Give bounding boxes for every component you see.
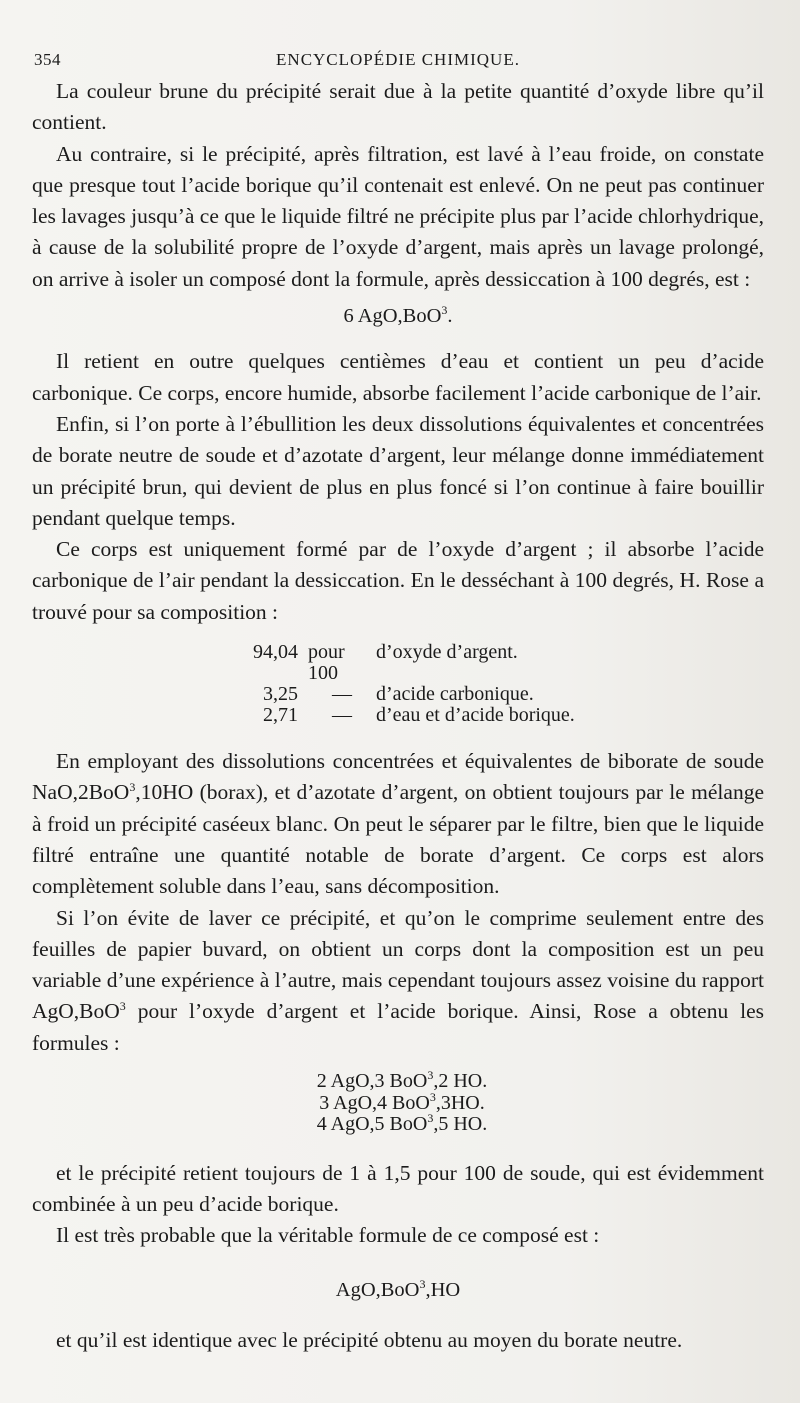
page-body	[32, 76, 764, 1356]
paragraph-8: et le précipité retient toujours de 1 à 1,5 pour 100 de soude, qui est évidemment combinée à un peu d’acide borique.	[32, 1160, 764, 1216]
formula-silver-borate	[32, 301, 764, 332]
formula-part: ,5 HO.	[433, 1113, 488, 1136]
rose-formula	[32, 1111, 764, 1136]
composition-unit: —	[332, 683, 352, 706]
superscript-3: 3	[119, 999, 126, 1014]
formula-part: ,3HO.	[435, 1091, 485, 1114]
paragraph-4: Enfin, si l’on porte à l’ébullition les deux dissolutions équivalentes et concentrées de borate neutre de soude et d’azotate d’argent, leur mélange donne immédiatement un précipité brun, qui devient de plus en plus foncé si l’on continue à faire bouillir pendant quelque temps.	[32, 411, 764, 530]
composition-row	[32, 642, 764, 684]
formula-part: ,HO	[425, 1279, 461, 1302]
paragraph-9: Il est très probable que la véritable formule de ce composé est :	[56, 1223, 600, 1248]
formula-part: 4 AgO,5 BoO	[316, 1113, 428, 1136]
composition-row	[32, 705, 764, 726]
formula-part: 2 AgO,3 BoO	[316, 1070, 428, 1093]
paragraph-6-part-a: En employant des dissolutions concentrées et équivalentes de biborate de soude NaO,2BoO	[32, 749, 764, 805]
formula-part: ,2 HO.	[433, 1070, 488, 1093]
composition-description: d’eau et d’acide borique.	[376, 704, 575, 727]
composition-unit: pour 100	[308, 641, 345, 685]
paragraph-6-part-b: ,10HO (borax), et d’azotate d’argent, on obtient toujours par le mélange à froid un précipité caséeux blanc. On peut le séparer par le filtre, bien que le liquide filtré entraîne une quantité notable de borate d’argent. Ce corps est alors complètement soluble dans l’eau, sans décomposition.	[32, 780, 764, 899]
paragraph-1: La couleur brune du précipité serait due à la petite quantité d’oxyde libre qu’il contient.	[32, 79, 764, 135]
composition-description: d’oxyde d’argent.	[376, 641, 518, 664]
formula-1-base: 6 AgO,BoO	[343, 305, 442, 328]
paragraph-6	[32, 746, 764, 902]
rose-formula	[32, 1089, 764, 1115]
running-title: ENCYCLOPÉDIE CHIMIQUE.	[276, 50, 520, 69]
composition-value: 3,25	[263, 683, 298, 706]
composition-row	[32, 684, 764, 705]
paragraph-3: Il retient en outre quelques centièmes d’eau et contient un peu d’acide carbonique. Ce corps, encore humide, absorbe facilement l’acide carbonique de l’air.	[32, 349, 764, 405]
formula-sup: 3	[429, 1089, 436, 1104]
paragraph-2: Au contraire, si le précipité, après filtration, est lavé à l’eau froide, on constate que presque tout l’acide borique qu’il contenait est enlevé. On ne peut pas continuer les lavages jusqu’à ce que le liquide filtré ne précipite plus par l’acide chlorhydrique, à cause de la solubilité propre de l’oxyde d’argent, mais après un lavage prolongé, on arrive à isoler un composé dont la formule, après dessiccation à 100 degrés, est :	[32, 141, 764, 291]
formula-sup: 3	[419, 1277, 426, 1292]
formula-part: 3 AgO,4 BoO	[319, 1091, 430, 1114]
paragraph-10: et qu’il est identique avec le précipité obtenu au moyen du borate neutre.	[56, 1327, 683, 1352]
paragraph-7	[32, 903, 764, 1059]
formula-sup: 3	[427, 1068, 434, 1083]
paragraph-7-part-b: pour l’oxyde d’argent et l’acide borique. Ainsi, Rose a obtenu les formules :	[32, 999, 764, 1055]
formula-part: AgO,BoO	[335, 1279, 420, 1302]
formula-1-tail: .	[447, 305, 453, 328]
rose-formula	[32, 1068, 764, 1093]
rose-formulas	[32, 1068, 764, 1136]
composition-value: 94,04	[253, 641, 298, 664]
paragraph-5: Ce corps est uniquement formé par de l’oxyde d’argent ; il absorbe l’acide carbonique de l’air pendant la dessiccation. En le desséchant à 100 degrés, H. Rose a trouvé pour sa composition :	[32, 537, 764, 624]
final-formula	[32, 1275, 764, 1306]
composition-unit: —	[332, 704, 352, 727]
page-number: 354	[34, 50, 61, 69]
formula-1-sup: 3	[441, 303, 448, 318]
composition-description: d’acide carbonique.	[376, 683, 534, 706]
composition-table	[32, 642, 764, 726]
paragraph-7-part-a: Si l’on évite de laver ce précipité, et qu’on le comprime seulement entre des feuilles de papier buvard, on obtient un corps dont la composition est un peu variable d’une expérience à l’autre, mais cependant toujours assez voisine du rapport AgO,BoO	[32, 905, 764, 1024]
superscript-3: 3	[129, 780, 136, 795]
page-header	[32, 50, 764, 76]
composition-value: 2,71	[263, 704, 298, 727]
formula-sup: 3	[427, 1111, 434, 1126]
